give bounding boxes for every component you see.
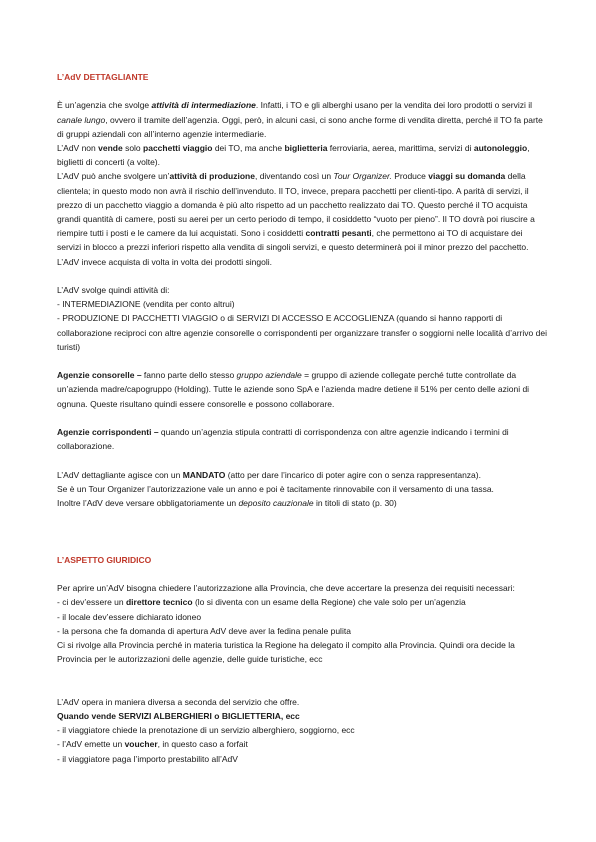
text-run: - PRODUZIONE DI PACCHETTI VIAGGIO o di SERVIZI DI ACCESSO E ACCOGLIENZA (quando si hanno rapporti di collaborazione reciproci con altre agenzie consorelle o corrispondenti per organizzare transfer o soggiorni nelle località d’arrivo dei turisti) <box>57 313 547 352</box>
emphasis-text: biglietteria <box>284 143 328 153</box>
text-run: Per aprire un’AdV bisogna chiedere l’autorizzazione alla Provincia, che deve accertare la presenza dei requisiti necessari: <box>57 583 515 594</box>
emphasis-text: contratti pesanti <box>305 228 372 239</box>
text-run: , in questo caso a forfait <box>157 739 248 750</box>
text-run: È un’agenzia che svolge <box>57 100 152 111</box>
emphasis-text: viaggi su domanda <box>428 171 506 182</box>
emphasis-text: autonoleggio <box>473 143 528 153</box>
italic-text: canale lungo <box>57 114 106 125</box>
emphasis-text: direttore tecnico <box>125 597 193 608</box>
text-run: dei TO, ma anche <box>212 143 285 153</box>
paragraph <box>57 496 547 510</box>
emphasis-text: Agenzie corrispondenti – <box>57 427 159 438</box>
text-run: , ovvero il tramite dell’agenzia. Oggi, però, in alcuni casi, ci sono anche forme di vendita diretta, perché il TO fa parte di gruppi aziendali con all’interno agenzie intermediarie. <box>57 114 543 139</box>
italic-text: gruppo aziendale <box>236 370 302 381</box>
text-run: (lo si diventa con un esame della Regione) che vale solo per un’agenzia <box>192 597 466 608</box>
paragraph-spacer <box>57 354 547 368</box>
text-run: solo <box>122 143 144 153</box>
paragraph-spacer <box>57 269 547 283</box>
paragraph <box>57 311 547 354</box>
section-body <box>57 84 547 510</box>
paragraph <box>57 610 547 624</box>
text-run: - il viaggiatore chiede la prenotazione di un servizio alberghiero, soggiorno, ecc <box>57 725 355 736</box>
text-run: - la persona che fa domanda di apertura AdV deve aver la fedina penale pulita <box>57 625 351 636</box>
paragraph-spacer <box>57 567 547 581</box>
paragraph <box>57 695 547 709</box>
emphasis-text: voucher <box>124 739 158 750</box>
paragraph <box>57 737 547 751</box>
text-run: - ci dev’essere un <box>57 597 126 608</box>
text-run: L’AdV svolge quindi attività di: <box>57 285 170 296</box>
text-run: - il locale dev’essere dichiarato idoneo <box>57 611 202 622</box>
paragraph <box>57 709 547 723</box>
emphasis-text: attività di produzione <box>169 171 255 182</box>
emphasis-text: MANDATO <box>182 469 226 480</box>
text-run: . Infatti, i TO e gli alberghi usano per la vendita dei loro prodotti o servizi il <box>255 100 532 111</box>
text-run: Ci si rivolge alla Provincia perché in materia turistica la Regione ha delegato il compito alla Provincia. Quindi ora decide la Provincia per le autorizzazioni delle agenzie, delle guide turistiche, ecc <box>57 640 515 665</box>
paragraph-spacer <box>57 84 547 98</box>
text-run: , biglietti di concerti (a volte). <box>57 143 530 168</box>
text-run: - INTERMEDIAZIONE (vendita per conto altrui) <box>57 299 235 310</box>
paragraph <box>57 141 547 169</box>
section-heading: L’ASPETTO GIURIDICO <box>57 554 152 565</box>
italic-text: deposito cauzionale <box>238 498 314 509</box>
text-run: (atto per dare l’incarico di poter agire con o senza rappresentanza). <box>225 469 481 480</box>
text-run: L’AdV opera in maniera diversa a seconda del servizio che offre. <box>57 696 300 707</box>
section-adv-dettagliante <box>57 70 547 510</box>
emphasis-text: pacchetti viaggio <box>143 143 213 153</box>
paragraph-spacer <box>57 411 547 425</box>
emphasis-text: attività di intermediazione <box>151 100 256 111</box>
document-body <box>57 70 547 766</box>
paragraph-spacer <box>57 666 547 694</box>
paragraph <box>57 624 547 638</box>
text-run: della clientela; in questo modo non avrà il rischio dell’invenduto. Il TO, invece, prepara pacchetti per clienti-tipo. A parità di servizi, il prezzo di un pacchetto viaggio a domanda è più alto rispetto ad un pacchetto realizzato dai TO. Questo perché il TO acquista grandi quantità di camere, posti su aerei per un certo periodo di tempo, il cosiddetto “vuoto per pieno”. Il TO dovrà poi riuscire a riempire tutti i posti e le camere da lui acquistati. Sono i cosiddetti <box>57 171 535 239</box>
text-run: = gruppo di aziende collegate perché tutte controllate da un’azienda madre/capogruppo (Holding). Tutte le aziende sono SpA e l’azienda madre detiene il 51% per cento delle azioni di ognuna. Queste risultano quindi essere consorelle e possono collaborare. <box>57 370 530 409</box>
paragraph <box>57 425 547 453</box>
paragraph <box>57 297 547 311</box>
text-run: - l’AdV emette un <box>57 739 125 750</box>
paragraph <box>57 638 547 666</box>
emphasis-text: vende <box>98 143 123 153</box>
paragraph <box>57 482 547 496</box>
paragraph <box>57 368 547 411</box>
text-run: L’AdV dettagliante agisce con un <box>57 469 183 480</box>
paragraph <box>57 283 547 297</box>
text-run: , che permettono ai TO di acquistare dei servizi in blocco a prezzi inferiori rispetto alla vendita di singoli servizi, e questo determinerà poi il minor prezzo del pacchetto. L’AdV invece acquista di volta in volta dei prodotti singoli. <box>57 228 529 267</box>
text-run: - il viaggiatore paga l’importo prestabilito all’AdV <box>57 753 238 764</box>
paragraph <box>57 169 547 268</box>
emphasis-text: Quando vende SERVIZI ALBERGHIERI o BIGLIETTERIA, ecc <box>57 711 300 722</box>
text-run: in titoli di stato (p. 30) <box>313 498 397 509</box>
paragraph <box>57 595 547 609</box>
section-heading: L’AdV DETTAGLIANTE <box>57 72 149 82</box>
text-run: L’AdV può anche svolgere un’ <box>57 171 170 182</box>
italic-text: Tour Organizer. <box>333 171 392 182</box>
paragraph <box>57 581 547 595</box>
text-run: quando un’agenzia stipula contratti di corrispondenza con altre agenzie indicando i termini di collaborazione. <box>57 427 509 452</box>
section-body <box>57 567 547 766</box>
text-run: L’AdV non <box>57 143 99 153</box>
text-run: Se è un Tour Organizer l’autorizzazione vale un anno e poi è tacitamente rinnovabile con il versamento di una tassa. <box>57 483 494 494</box>
text-run: Produce <box>391 171 429 182</box>
text-run: fanno parte dello stesso <box>141 370 237 381</box>
paragraph <box>57 468 547 482</box>
emphasis-text: Agenzie consorelle – <box>57 370 142 381</box>
paragraph <box>57 752 547 766</box>
text-run: Inoltre l’AdV deve versare obbligatoriamente un <box>57 498 239 509</box>
text-run: , diventando così un <box>254 171 334 182</box>
paragraph-spacer <box>57 453 547 467</box>
paragraph <box>57 723 547 737</box>
paragraph <box>57 98 547 141</box>
section-spacer <box>57 510 547 553</box>
text-run: ferroviaria, aerea, marittima, servizi di <box>327 143 474 153</box>
section-aspetto-giuridico <box>57 553 547 766</box>
